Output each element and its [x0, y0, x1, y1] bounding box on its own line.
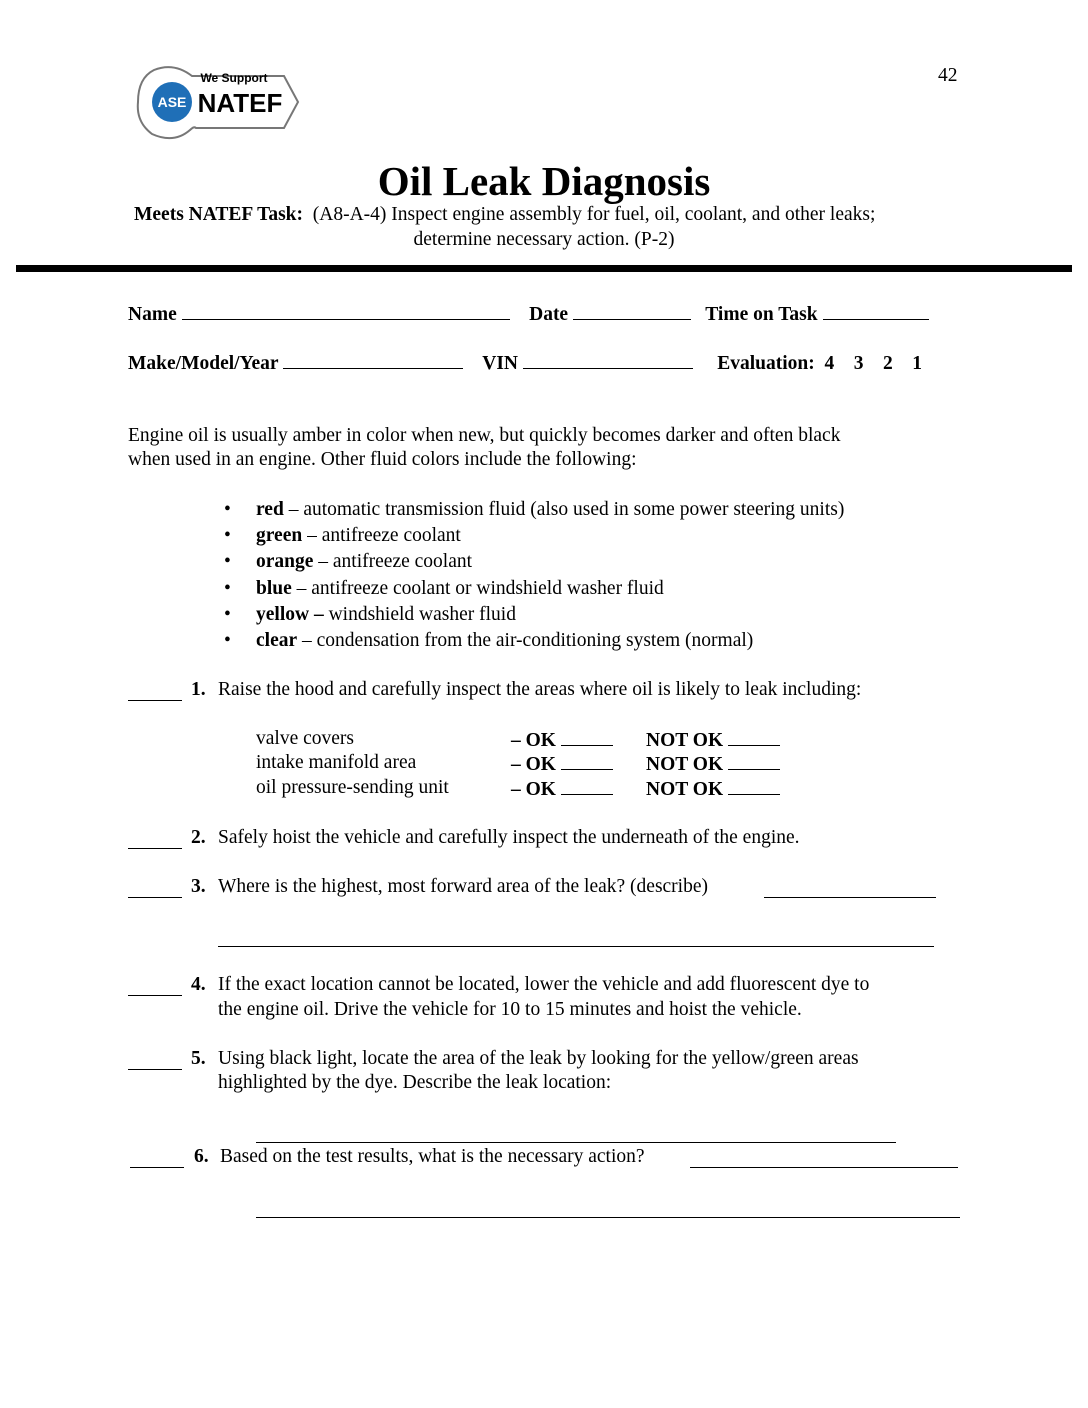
not-ok-label: NOT OK [646, 779, 724, 800]
step-1-number: 1. [191, 679, 206, 700]
step-6-text: Based on the test results, what is the necessary action? [220, 1146, 645, 1167]
ok-label: – OK [511, 730, 556, 751]
date-label: Date [529, 304, 569, 325]
step-3-answer-field[interactable] [764, 879, 936, 898]
list-item: • clear – condensation from the air-conditioning system (normal) [224, 630, 754, 651]
list-item: • yellow – windshield washer fluid [224, 604, 516, 625]
step-4-text-2: the engine oil. Drive the vehicle for 10 to 15 minutes and hoist the vehicle. [218, 999, 802, 1020]
not-ok-field[interactable] [728, 751, 780, 770]
time-label: Time on Task [705, 304, 818, 325]
step-5-number: 5. [191, 1048, 206, 1069]
page-number: 42 [938, 65, 958, 86]
list-item: • blue – antifreeze coolant or windshield washer fluid [224, 578, 664, 599]
area-intake-manifold: intake manifold area [256, 752, 417, 773]
ok-label: – OK [511, 779, 556, 800]
score-4[interactable]: 4 [824, 353, 835, 374]
area-valve-covers: valve covers [256, 728, 354, 749]
step-3-answer-line-2[interactable] [218, 928, 934, 947]
list-item: • green – antifreeze coolant [224, 525, 461, 546]
task-label: Meets NATEF Task: [134, 204, 304, 225]
list-item: • orange – antifreeze coolant [224, 551, 473, 572]
step-6-check[interactable] [130, 1149, 184, 1168]
step-5-answer-field[interactable] [256, 1124, 896, 1143]
step-4-text-1: If the exact location cannot be located, lower the vehicle and add fluorescent dye to [218, 974, 870, 995]
not-ok-field[interactable] [728, 776, 780, 795]
step-2-text: Safely hoist the vehicle and carefully inspect the underneath of the engine. [218, 827, 800, 848]
task-line-2: determine necessary action. (P-2) [413, 229, 675, 250]
divider [16, 265, 1072, 272]
intro-line-1: Engine oil is usually amber in color when new, but quickly becomes darker and often black [128, 425, 841, 446]
natef-logo [134, 62, 304, 144]
vin-field[interactable] [523, 350, 693, 369]
step-2-number: 2. [191, 827, 206, 848]
svg-text:We Support: We Support [200, 71, 268, 85]
list-item: • red – automatic transmission fluid (also used in some power steering units) [224, 499, 845, 520]
step-6-answer-line-2[interactable] [256, 1199, 960, 1218]
step-4-check[interactable] [128, 977, 182, 996]
svg-text:NATEF: NATEF [197, 88, 283, 118]
step-3-check[interactable] [128, 879, 182, 898]
step-3-number: 3. [191, 876, 206, 897]
score-2[interactable]: 2 [883, 353, 893, 374]
evaluation-label: Evaluation: [717, 353, 815, 374]
not-ok-label: NOT OK [646, 730, 724, 751]
step-2-check[interactable] [128, 830, 182, 849]
score-3[interactable]: 3 [853, 353, 864, 374]
not-ok-field[interactable] [728, 727, 780, 746]
step-1-check[interactable] [128, 682, 182, 701]
step-4-number: 4. [191, 974, 206, 995]
ok-field[interactable] [561, 727, 613, 746]
time-field[interactable] [823, 301, 929, 320]
svg-text:ASE: ASE [157, 94, 187, 110]
step-3-text: Where is the highest, most forward area of the leak? (describe) [218, 876, 708, 897]
area-oil-pressure-sender: oil pressure-sending unit [256, 777, 449, 798]
ok-label: – OK [511, 754, 556, 775]
intro-line-2: when used in an engine. Other fluid colors include the following: [128, 449, 637, 470]
task-line-1: (A8-A-4) Inspect engine assembly for fuel, oil, coolant, and other leaks; [312, 204, 876, 225]
page-title: Oil Leak Diagnosis [377, 158, 711, 204]
name-field[interactable] [182, 301, 510, 320]
date-field[interactable] [573, 301, 691, 320]
ok-field[interactable] [561, 776, 613, 795]
step-5-check[interactable] [128, 1051, 182, 1070]
step-6-number: 6. [194, 1146, 209, 1167]
step-5-text-1: Using black light, locate the area of the leak by looking for the yellow/green areas [218, 1048, 859, 1069]
score-1[interactable]: 1 [912, 353, 923, 374]
name-label: Name [128, 304, 177, 325]
step-1-text: Raise the hood and carefully inspect the areas where oil is likely to leak including: [218, 679, 862, 700]
mmy-label: Make/Model/Year [128, 353, 279, 374]
step-5-text-2: highlighted by the dye. Describe the leak location: [218, 1072, 612, 1093]
mmy-field[interactable] [283, 350, 463, 369]
vin-label: VIN [482, 353, 518, 374]
not-ok-label: NOT OK [646, 754, 724, 775]
step-6-answer-field[interactable] [690, 1149, 958, 1168]
ok-field[interactable] [561, 751, 613, 770]
